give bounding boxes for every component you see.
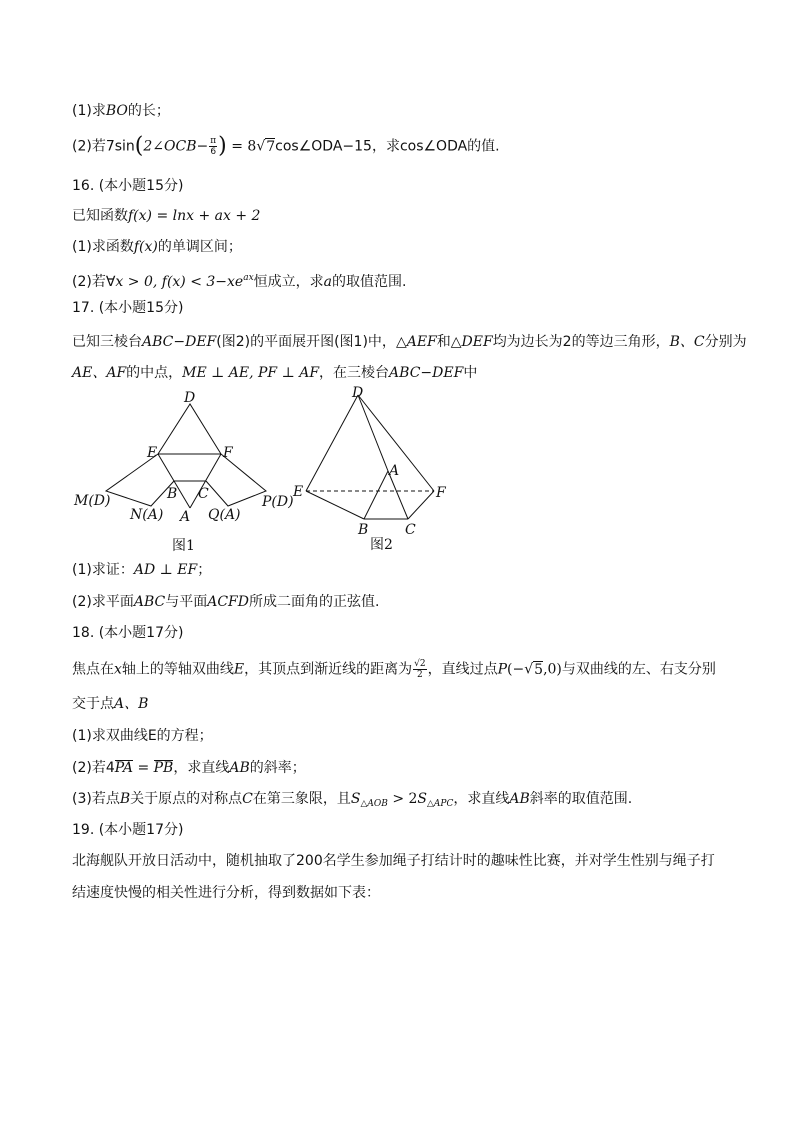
q17-text: 分别为	[704, 334, 747, 350]
pi-over-six-fraction	[209, 136, 217, 157]
q18-part2-mid: ，求直线	[173, 760, 230, 776]
q17-part2-suffix: 所成二面角的正弦值.	[248, 594, 380, 610]
fig1-label-p: P(D)	[262, 494, 294, 510]
fig1-label-m: M(D)	[74, 493, 111, 509]
fig2-label-c: C	[405, 522, 416, 538]
fig1-label-n: N(A)	[130, 507, 164, 523]
q17-math: ABC−DEF	[389, 365, 464, 381]
q18-text: 交于点	[72, 696, 114, 712]
q18-stem-line2	[72, 694, 732, 714]
q17-stem-line1	[72, 332, 747, 352]
q18-stem-line1	[72, 659, 732, 680]
fig2-label-f: F	[436, 485, 446, 501]
q16-part2-mid: 恒成立，求	[253, 274, 324, 290]
q17-part2-prefix: (2)求平面	[72, 594, 134, 610]
q18-point-sqrt: 5	[534, 661, 544, 678]
q17-part1	[72, 560, 732, 580]
fig2-edge-da	[358, 395, 388, 471]
q17-text: 中	[463, 365, 478, 381]
q17-math: AE、AF	[72, 365, 127, 381]
q18-text: 在第三象限，且	[252, 791, 351, 807]
q16-part2-exponent: ax	[243, 273, 254, 283]
q15-part1-suffix: 的长；	[127, 103, 170, 119]
q15-part1-prefix: (1)求	[72, 103, 106, 119]
area-s2-sub: △APC	[427, 799, 454, 809]
q16-part1-func: f(x)	[133, 239, 158, 255]
q16-stem	[72, 206, 732, 226]
q18-part2-suffix: 的斜率；	[249, 760, 306, 776]
fig2-edge-de	[306, 395, 358, 491]
fig1-label-b: B	[167, 486, 178, 502]
q17-text: ，在三棱台	[319, 365, 390, 381]
q15-part2-prefix: (2)若7sin	[72, 138, 135, 155]
fig2-label-b: B	[358, 522, 369, 538]
q18-part3-gt: > 2	[387, 791, 418, 807]
q16-part2-var: a	[323, 274, 333, 290]
q18-part2-prefix: (2)若4	[72, 760, 115, 776]
left-paren-icon: (	[134, 133, 144, 159]
fig1-label-q: Q(A)	[208, 507, 241, 523]
figure1-net-diagram	[66, 386, 306, 556]
q16-part2-condition: x > 0, f(x) < 3−xe	[115, 274, 244, 290]
six-denominator: 6	[210, 147, 217, 157]
q17-math: ME ⊥ AE, PF ⊥ AF	[182, 365, 320, 381]
sqrt2-over-2-fraction	[413, 659, 426, 680]
area-s1-sub: △AOB	[360, 799, 388, 809]
q18-math: E	[233, 661, 245, 678]
q15-part2-mid: = 8	[231, 138, 257, 155]
q15-part2-angle: 2∠OCB−	[143, 138, 209, 155]
pi-numerator: π	[210, 136, 217, 146]
fig2-edge-eb	[306, 491, 364, 519]
q17-math: B、C	[669, 334, 705, 350]
fig2-edge-ab	[364, 471, 388, 519]
vector-pa: PA	[114, 760, 133, 776]
q16-function: f(x) = lnx + ax + 2	[128, 208, 261, 224]
q18-math: C	[242, 791, 253, 807]
q18-text: ，其顶点到渐近线的距离为	[244, 661, 413, 678]
sqrt-icon: √	[524, 661, 534, 678]
fig2-caption: 图2	[370, 537, 393, 553]
vector-pb: PB	[153, 760, 174, 776]
fig1-label-a: A	[180, 509, 191, 525]
fig1-caption: 图1	[172, 538, 195, 554]
q17-text: 和	[436, 334, 451, 350]
q18-header: 18. (本小题17分)	[72, 625, 184, 641]
q17-part2-mid: 与平面	[165, 594, 208, 610]
q17-part1-math: AD ⊥ EF	[133, 562, 198, 578]
q16-part1-suffix: 的单调区间；	[157, 239, 242, 255]
fig2-label-d: D	[352, 385, 364, 401]
q18-text: 与双曲线的左、右支分别	[561, 661, 716, 678]
fig2-label-a: A	[389, 463, 400, 479]
q17-text: 已知三棱台	[72, 334, 142, 350]
fraction-numerator: √2	[414, 659, 426, 669]
q17-part1-suffix: ；	[197, 562, 212, 578]
q18-part2-eq: =	[133, 760, 154, 776]
q17-text: (图2)的平面展开图(图1)中，	[216, 334, 396, 350]
fig1-label-c: C	[198, 486, 209, 502]
q18-part1: (1)求双曲线E的方程；	[72, 728, 213, 744]
q17-stem-line2	[72, 363, 732, 383]
fig1-triangle-def	[158, 404, 221, 454]
q15-part1-var: BO	[105, 103, 128, 119]
area-s2: S	[417, 791, 428, 807]
sqrt-seven: 7	[266, 138, 276, 155]
q19-header: 19. (本小题17分)	[72, 822, 184, 838]
q17-part2-plane2: ACFD	[207, 594, 249, 610]
q18-text: ，求直线	[453, 791, 510, 807]
q17-part2	[72, 592, 732, 612]
q19-line2: 结速度快慢的相关性进行分析，得到数据如下表：	[72, 885, 380, 901]
q18-point-close: ,0)	[543, 661, 562, 678]
q18-math: AB	[509, 791, 530, 807]
q18-math: P	[497, 661, 508, 678]
fig1-label-d: D	[184, 390, 196, 406]
q17-part2-plane1: ABC	[133, 594, 166, 610]
fig1-label-f: F	[223, 445, 233, 461]
q18-text: 焦点在	[72, 661, 114, 678]
right-paren-icon: )	[218, 133, 227, 159]
q16-stem-prefix: 已知函数	[72, 208, 128, 224]
fig1-right-face	[206, 454, 266, 506]
q17-math: △DEF	[450, 334, 493, 350]
q16-part2-suffix: 的取值范围.	[332, 274, 407, 290]
q17-part1-prefix: (1)求证：	[72, 562, 134, 578]
q18-text: ，直线过点	[427, 661, 498, 678]
q18-part3-prefix: (3)若点	[72, 791, 120, 807]
q16-part2-prefix: (2)若∀	[72, 274, 116, 290]
q16-part2	[72, 268, 732, 292]
q18-math: A、B	[114, 696, 149, 712]
q18-math: B	[119, 791, 131, 807]
q18-point-open: (−	[507, 661, 525, 678]
q18-math: x	[114, 661, 122, 678]
fraction-denominator: 2	[417, 670, 423, 680]
q16-part1-prefix: (1)求函数	[72, 239, 134, 255]
q16-header: 16. (本小题15分)	[72, 178, 184, 194]
q15-part2-rhs: cos∠ODA−15，求cos∠ODA的值.	[275, 138, 500, 155]
fig1-left-face	[106, 454, 174, 506]
q17-text: 的中点，	[126, 365, 183, 381]
area-s1: S	[350, 791, 361, 807]
fig2-label-e: E	[293, 484, 304, 500]
fig2-edge-fc	[408, 491, 434, 519]
q18-part3-suffix: 斜率的取值范围.	[529, 791, 633, 807]
q18-text: 关于原点的对称点	[130, 791, 243, 807]
q18-part3	[72, 789, 732, 814]
q18-text: 轴上的等轴双曲线	[121, 661, 234, 678]
q15-part2	[72, 133, 732, 159]
q16-part1	[72, 237, 732, 257]
q17-math: △AEF	[395, 334, 437, 350]
q15-part1	[72, 101, 732, 121]
figure2-frustum-diagram	[288, 383, 458, 555]
q18-part2-line: AB	[229, 760, 250, 776]
q18-part2	[72, 758, 732, 778]
fig1-label-e: E	[147, 445, 158, 461]
sqrt-icon: √	[256, 138, 266, 155]
q17-header: 17. (本小题15分)	[72, 300, 184, 316]
q17-text: 均为边长为2的等边三角形，	[492, 334, 670, 350]
q17-math: ABC−DEF	[142, 334, 217, 350]
q19-line1: 北海舰队开放日活动中，随机抽取了200名学生参加绳子打结计时的趣味性比赛，并对学生性别与绳子打	[72, 853, 715, 869]
